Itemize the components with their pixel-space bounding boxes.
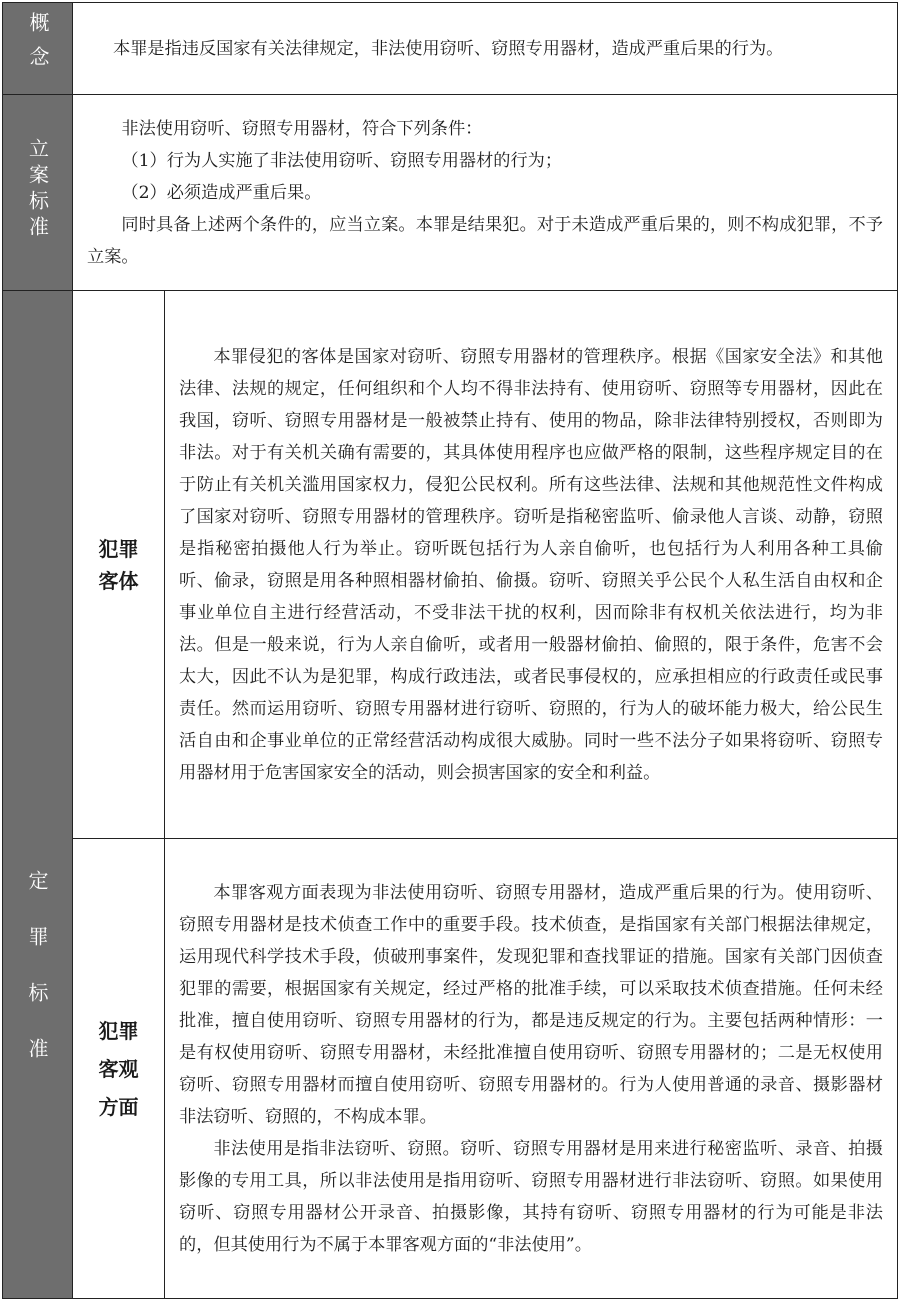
crime-objective-para-2: 非法使用是指非法窃听、窃照。窃听、窃照专用器材是用来进行秘密监听、录音、拍摄影像的专用工具，所以非法使用是指用窃听、窃照专用器材进行非法窃听、窃照。如果使用窃听、窃照专用器材公开录音、拍摄影像，其持有窃听、窃照专用器材的行为可能是非法的，但其使用行为不属于本罪客观方面的“非法使用”。 (179, 1138, 883, 1255)
concept-text: 本罪是指违反国家有关法律规定，非法使用窃听、窃照专用器材，造成严重后果的行为。 (113, 38, 784, 59)
filing-line-1: 非法使用窃听、窃照专用器材，符合下列条件： (121, 118, 483, 139)
crime-object-text: 本罪侵犯的客体是国家对窃听、窃照专用器材的管理秩序。根据《国家安全法》和其他法律、法规的规定，任何组织和个人均不得非法持有、使用窃听、窃照等专用器材，因此在我国，窃听、窃照专用器材是一般被禁止持有、使用的物品，除非法律特别授权，否则即为非法。对于有关机关确有需要的，其具体使用程序也应做严格的限制，这些程序规定目的在于防止有关机关滥用国家权力，侵犯公民权利。所有这些法律、法规和其他规范性文件构成了国家对窃听、窃照专用器材的管理秩序。窃听是指秘密监听、偷录他人言谈、动静，窃照是指秘密拍摄他人行为举止。窃听既包括行为人亲自偷听，也包括行为人利用各种工具偷听、偷录，窃照是用各种照相器材偷拍、偷摄。窃听、窃照关乎公民个人私生活自由权和企事业单位自主进行经营活动，不受非法干扰的权利，因而除非有权机关依法进行，均为非法。但是一般来说，行为人亲自偷听，或者用一般器材偷拍、偷照的，限于条件，危害不会太大，因此不认为是犯罪，构成行政违法，或者民事侵权的，应承担相应的行政责任或民事责任。然而运用窃听、窃照专用器材进行窃听、窃照的，行为人的破坏能力极大，给公民生活自由和企事业单位的正常经营活动构成很大威胁。同时一些不法分子如果将窃听、窃照专用器材用于危害国家安全的活动，则会损害国家的安全和利益。 (179, 346, 883, 783)
crime-table (2, 2, 898, 1299)
label-crime-object (73, 291, 165, 839)
concept-cell (73, 3, 898, 95)
filing-line-4: 同时具备上述两个条件的，应当立案。本罪是结果犯。对于未造成严重后果的，则不构成犯罪，不予立案。 (87, 214, 883, 267)
filing-cell (73, 95, 898, 291)
label-concept-text: 概念 (26, 12, 50, 80)
label-crime-objective-text: 犯罪客观方面 (98, 1018, 139, 1119)
row-objective (3, 839, 898, 1299)
label-filing (3, 95, 73, 291)
crime-object-cell (165, 291, 898, 839)
label-filing-text: 立案标准 (25, 138, 50, 242)
crime-objective-cell (165, 839, 898, 1299)
row-concept (3, 3, 898, 95)
row-filing (3, 95, 898, 291)
label-conviction-text: 定罪标准 (25, 870, 49, 1094)
filing-line-2: （1）行为人实施了非法使用窃听、窃照专用器材的行为； (121, 150, 563, 171)
label-concept (3, 3, 73, 95)
label-conviction (3, 291, 73, 1299)
label-crime-objective (73, 839, 165, 1299)
row-object (3, 291, 898, 839)
label-crime-object-text: 犯罪客体 (98, 536, 139, 593)
filing-line-3: （2）必须造成严重后果。 (121, 182, 322, 203)
crime-objective-para-1: 本罪客观方面表现为非法使用窃听、窃照专用器材，造成严重后果的行为。使用窃听、窃照专用器材是技术侦查工作中的重要手段。技术侦查，是指国家有关部门根据法律规定，运用现代科学技术手段，侦破刑事案件，发现犯罪和查找罪证的措施。国家有关部门因侦查犯罪的需要，根据国家有关规定，经过严格的批准手续，可以采取技术侦查措施。任何未经批准，擅自使用窃听、窃照专用器材的行为，都是违反规定的行为。主要包括两种情形：一是有权使用窃听、窃照专用器材，未经批准擅自使用窃听、窃照专用器材的；二是无权使用窃听、窃照专用器材而擅自使用窃听、窃照专用器材的。行为人使用普通的录音、摄影器材非法窃听、窃照的，不构成本罪。 (179, 882, 883, 1127)
